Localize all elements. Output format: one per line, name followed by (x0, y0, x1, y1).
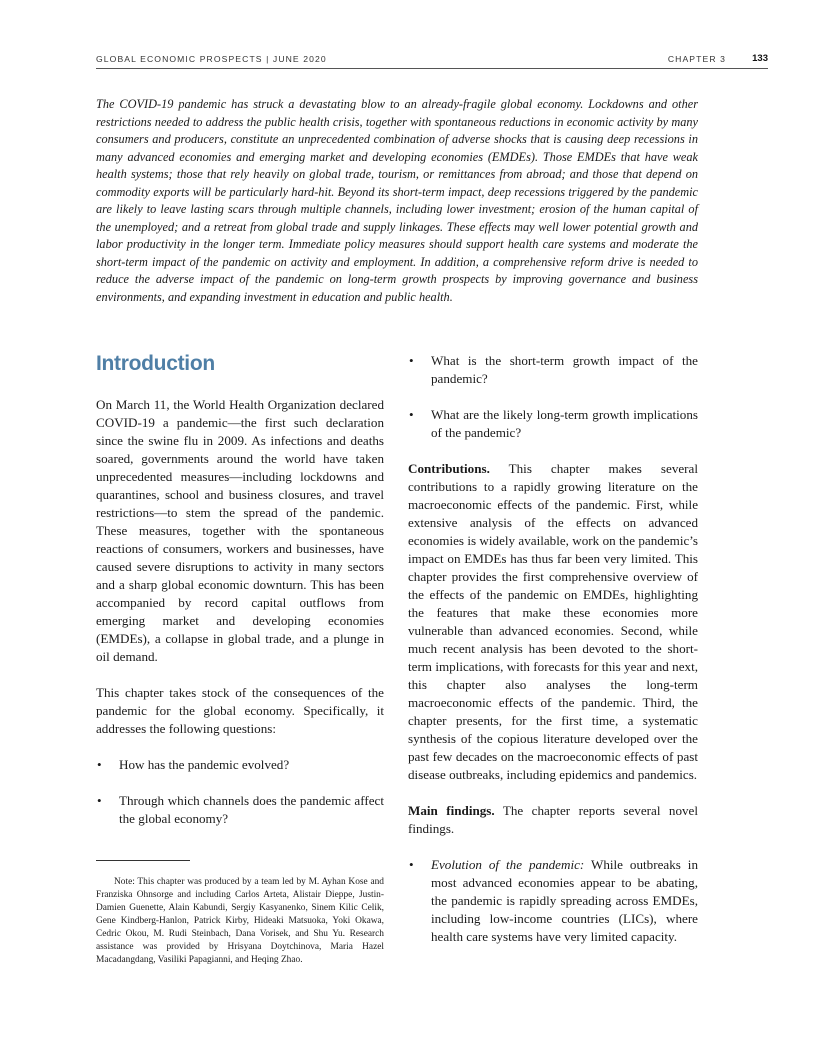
findings-label: Main findings. (408, 803, 495, 818)
contributions-text: This chapter makes several contributions to a rapidly growing literature on the macroeconomic effects of the pandemic. First, while extensive analysis of the effects on advanced economies is widely available, work on the pandemic’s impact on EMDEs has thus far been very limited. This chapter provides the first comprehensive overview of the effects of the pandemic on EMDEs, highlighting the features that make these economies more vulnerable than advanced economies. Second, while much recent analysis has been devoted to the short-term implications, with forecasts for this year and next, this chapter also analyses the long-term macroeconomic effects of the pandemic. Third, the chapter presents, for the first time, a systematic synthesis of the copious literature developed over the past few decades on the macroeconomic effects of past disease outbreaks, including epidemics and pandemics. (408, 461, 698, 782)
question-list-left (96, 756, 384, 828)
list-item: • Through which channels does the pandemic affect the global economy? (96, 792, 384, 828)
finding-label: Evolution of the pandemic: (431, 857, 585, 872)
page-number: 133 (752, 53, 768, 64)
contributions-label: Contributions. (408, 461, 490, 476)
findings-list (408, 856, 698, 946)
list-item: • How has the pandemic evolved? (96, 756, 384, 774)
contributions-paragraph (408, 460, 698, 784)
left-column (96, 352, 384, 846)
list-item: • What are the likely long-term growth implications of the pandemic? (408, 406, 698, 442)
intro-paragraph-1: On March 11, the World Health Organization declared COVID-19 a pandemic—the first such declaration since the swine flu in 2009. As infections and deaths soared, governments around the world have taken unprecedented measures—including lockdowns and quarantines, school and business closures, and travel restrictions—to stem the spread of the pandemic. These measures, together with the spontaneous reactions of consumers, workers and businesses, have caused severe disruptions to activity in many sectors and a sharp global economic downturn. This has been accompanied by record capital outflows from emerging market and developing economies (EMDEs), a collapse in global trade, and a plunge in oil demand. (96, 397, 384, 664)
running-header (96, 52, 768, 68)
header-rule (96, 68, 768, 69)
publication-title: GLOBAL ECONOMIC PROSPECTS | JUNE 2020 (96, 54, 327, 64)
findings-paragraph (408, 802, 698, 838)
intro-paragraph-2: This chapter takes stock of the consequences of the pandemic for the global economy. Specifically, it addresses the following questions: (96, 685, 384, 736)
finding-text: While outbreaks in most advanced economies appear to be abating, the pandemic is rapidly spreading across EMDEs, including low-income countries (LICs), where health care systems have very limited capacity. (431, 857, 698, 944)
right-column (408, 352, 698, 964)
question-list-right (408, 352, 698, 442)
footnote: Note: This chapter was produced by a team led by M. Ayhan Kose and Franziska Ohnsorge and including Carlos Arteta, Alistair Dieppe, Justin-Damien Guenette, Alain Kabundi, Sergiy Kasyanenko, Sinem Kilic Celik, Gene Kindberg-Hanlon, Patrick Kirby, Hideaki Matsuoka, Yoki Okawa, Cedric Okou, M. Rudi Steinbach, Dana Vorisek, and Shu Yu. Research assistance was provided by Hrisyana Doytchinova, Maria Hazel Macadangdang, Vasiliki Papagianni, and Heqing Zhao. (96, 877, 384, 965)
list-item (408, 856, 698, 946)
section-heading-introduction: Introduction (96, 352, 215, 375)
chapter-label: CHAPTER 3 (667, 54, 726, 64)
list-item: • What is the short-term growth impact of the pandemic? (408, 352, 698, 388)
chapter-abstract: The COVID-19 pandemic has struck a devastating blow to an already-fragile global economy. Lockdowns and other restrictions needed to address the public health crisis, together with spontaneous reductions in economic activity by many consumers and producers, constitute an unprecedented combination of adverse shocks that is causing deep recessions in many advanced economies and emerging market and developing economies (EMDEs). Those EMDEs that have weak health systems; those that rely heavily on global trade, tourism, or remittances from abroad; and those that depend on commodity exports will be particularly hard-hit. Beyond its short-term impact, deep recessions triggered by the pandemic are likely to leave lasting scars through multiple channels, including lower investment; erosion of the human capital of the unemployed; and a retreat from global trade and supply linkages. These effects may well lower potential growth and labor productivity in the longer term. Immediate policy measures should support health care systems and moderate the short-term impact of the pandemic on activity and employment. In addition, a comprehensive reform drive is needed to reduce the adverse impact of the pandemic on long-term growth prospects by improving governance and business environments, and expanding investment in education and public health. (96, 97, 698, 304)
findings-text: The chapter reports several novel findings. (408, 803, 698, 836)
footnote-rule (96, 860, 190, 861)
